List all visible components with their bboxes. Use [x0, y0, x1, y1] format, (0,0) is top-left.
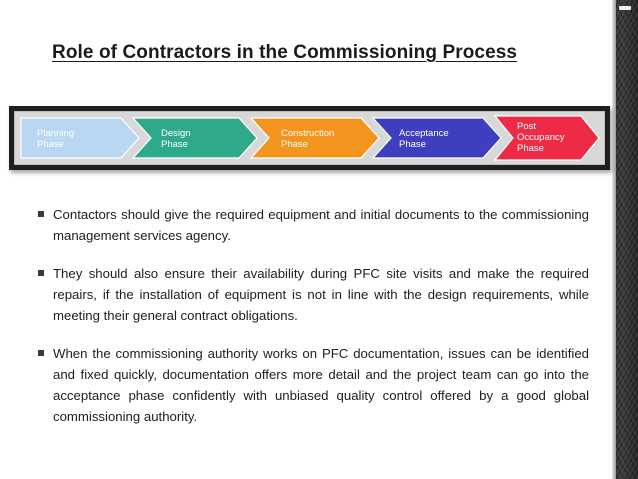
phase-chevron-design: [133, 118, 257, 158]
bullet-text: When the commissioning authority works on PFC documentation, issues can be identified and fixed quickly, documentation offers more detail and the project team can go into the acceptance phase confidently with unbiased quality control offered by a good global commissioning authority.: [53, 346, 589, 424]
bullet-list: [36, 204, 589, 444]
phase-label-post-occupancy-3: Phase: [517, 143, 544, 154]
bullet-text: Contactors should give the required equipment and initial documents to the commissioning management services agency.: [53, 207, 589, 243]
bullet-text: They should also ensure their availability during PFC site visits and make the required repairs, if the installation of equipment is not in line with the design requirements, while meeting their general contract obligations.: [53, 266, 589, 323]
slide-title: Role of Contractors in the Commissioning Process: [52, 42, 518, 63]
square-bullet-icon: [38, 270, 44, 276]
phase-label-construction-2: Phase: [281, 139, 308, 150]
phase-label-planning-2: Phase: [37, 139, 64, 150]
square-bullet-icon: [38, 211, 44, 217]
bullet-item: [36, 204, 589, 246]
process-diagram: [9, 106, 610, 170]
corner-mark-icon: [619, 6, 631, 10]
bullet-item: [36, 343, 589, 427]
phase-label-planning-1: Planning: [37, 128, 74, 139]
process-diagram-panel: [14, 111, 605, 165]
phase-label-design-1: Design: [161, 128, 191, 139]
square-bullet-icon: [38, 350, 44, 356]
bullet-item: [36, 263, 589, 326]
phase-label-post-occupancy-1: Post: [517, 121, 537, 132]
phase-label-construction-1: Construction: [281, 128, 335, 139]
phase-label-design-2: Phase: [161, 139, 188, 150]
phase-label-acceptance-1: Acceptance: [399, 128, 449, 139]
decorative-side-strip: [612, 0, 638, 479]
phase-label-acceptance-2: Phase: [399, 139, 426, 150]
phase-label-post-occupancy-2: Occupancy: [517, 132, 565, 143]
phase-chevrons: [15, 112, 604, 164]
